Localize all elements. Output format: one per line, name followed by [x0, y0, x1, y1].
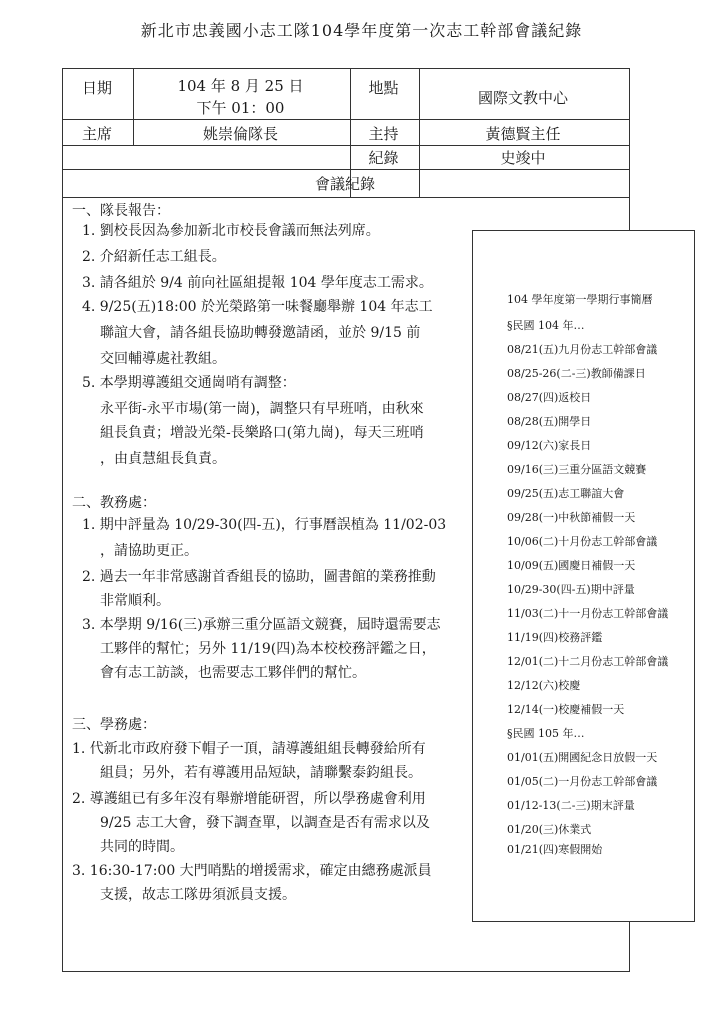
recorder-label: 紀錄	[368, 149, 399, 167]
calendar-line: 08/21(五)九月份志工幹部會議	[507, 343, 658, 356]
calendar-line: 10/09(五)國慶日補假一天	[507, 559, 636, 572]
captain-item: 聯誼大會，請各組長協助轉發邀請函，並於 9/15 前	[100, 325, 421, 341]
academic-item: 1. 期中評量為 10/29-30(四-五)，行事曆誤植為 11/02-03	[82, 517, 447, 533]
captain-item: 5. 本學期導護組交通崗哨有調整：	[82, 375, 296, 391]
student-affairs-item: 9/25 志工大會，發下調查單，以調查是否有需求以及	[100, 815, 430, 831]
calendar-line: 11/03(二)十一月份志工幹部會議	[507, 607, 669, 620]
section-captain-heading: 一、隊長報告：	[72, 203, 170, 219]
captain-item: ，由貞慧組長負責。	[100, 451, 226, 467]
calendar-line: 09/12(六)家長日	[507, 439, 592, 452]
calendar-title: 104 學年度第一學期行事簡曆	[507, 293, 653, 306]
date-value-line1: 104 年 8 月 25 日	[177, 77, 304, 95]
calendar-line: 01/05(二)一月份志工幹部會議	[507, 775, 658, 788]
captain-item: 1. 劉校長因為參加新北市校長會議而無法列席。	[82, 223, 380, 239]
document-title: 新北市忠義國小志工隊104學年度第一次志工幹部會議紀錄	[140, 21, 583, 40]
calendar-line: 12/14(一)校慶補假一天	[507, 703, 625, 716]
captain-item: 3. 請各組於 9/4 前向社區組提報 104 學年度志工需求。	[82, 275, 433, 291]
calendar-line: 09/25(五)志工聯誼大會	[507, 487, 625, 500]
calendar-box	[472, 230, 695, 922]
place-value: 國際文教中心	[477, 89, 568, 107]
calendar-line: §民國 105 年…	[507, 727, 585, 740]
calendar-line: 01/01(五)開國紀念日放假一天	[507, 751, 658, 764]
calendar-line: 01/12-13(二-三)期末評量	[507, 799, 635, 812]
calendar-line: 01/21(四)寒假開始	[507, 843, 603, 856]
section-academic-heading: 二、教務處：	[72, 495, 156, 511]
student-affairs-item: 2. 導護組已有多年沒有舉辦增能研習，所以學務處會利用	[72, 791, 426, 807]
student-affairs-item: 1. 代新北市政府發下帽子一頂，請導護組組長轉發給所有	[72, 741, 426, 757]
calendar-line: 08/28(五)開學日	[507, 415, 592, 428]
calendar-line: 08/25-26(二-三)教師備課日	[507, 367, 646, 380]
section-student-affairs-heading: 三、學務處：	[72, 717, 156, 733]
captain-item: 4. 9/25(五)18:00 於光榮路第一味餐廳舉辦 104 年志工	[82, 299, 433, 315]
calendar-line: 08/27(四)返校日	[507, 391, 592, 404]
academic-item: 會有志工訪談，也需要志工夥伴們的幫忙。	[100, 665, 366, 681]
minutes-heading: 會議紀錄	[314, 175, 375, 193]
student-affairs-item: 3. 16:30-17:00 大門哨點的增援需求，確定由總務處派員	[72, 863, 432, 879]
student-affairs-item: 支援，故志工隊毋須派員支援。	[100, 887, 296, 903]
recorder-value: 史竣中	[500, 149, 546, 167]
calendar-line: 09/28(一)中秋節補假一天	[507, 511, 636, 524]
date-label: 日期	[81, 79, 112, 97]
academic-item: 2. 過去一年非常感謝首香組長的協助，圖書館的業務推動	[82, 569, 436, 585]
calendar-line: 12/01(二)十二月份志工幹部會議	[507, 655, 669, 668]
date-value-line2: 下午 01：00	[196, 99, 285, 117]
calendar-line: 10/06(二)十月份志工幹部會議	[507, 535, 658, 548]
calendar-line: 01/20(三)休業式	[507, 823, 592, 836]
academic-item: 工夥伴的幫忙；另外 11/19(四)為本校校務評鑑之日，	[100, 641, 436, 657]
calendar-line: 09/16(三)三重分區語文競賽	[507, 463, 647, 476]
captain-item: 組長負責；增設光榮-長樂路口(第九崗)，每天三班哨	[100, 425, 424, 441]
calendar-line: 10/29-30(四-五)期中評量	[507, 583, 635, 596]
student-affairs-item: 共同的時間。	[100, 839, 184, 855]
host-label: 主持	[368, 125, 399, 143]
academic-item: ，請協助更正。	[100, 543, 198, 559]
captain-item: 交回輔導處社教組。	[100, 351, 226, 367]
place-label: 地點	[368, 79, 399, 97]
academic-item: 非常順利。	[100, 593, 170, 609]
calendar-line: §民國 104 年…	[507, 319, 585, 332]
captain-item: 永平街-永平市場(第一崗)，調整只有早班哨，由秋來	[100, 401, 424, 417]
chair-label: 主席	[81, 125, 112, 143]
calendar-line: 12/12(六)校慶	[507, 679, 581, 692]
chair-value: 姚崇倫隊長	[202, 125, 278, 143]
student-affairs-item: 組員；另外，若有導護用品短缺，請聯繫泰鈞組長。	[100, 765, 422, 781]
academic-item: 3. 本學期 9/16(三)承辦三重分區語文競賽，屆時還需要志	[82, 617, 441, 633]
host-value: 黃德賢主任	[485, 125, 561, 143]
calendar-line: 11/19(四)校務評鑑	[507, 631, 603, 644]
captain-item: 2. 介紹新任志工組長。	[82, 249, 226, 265]
